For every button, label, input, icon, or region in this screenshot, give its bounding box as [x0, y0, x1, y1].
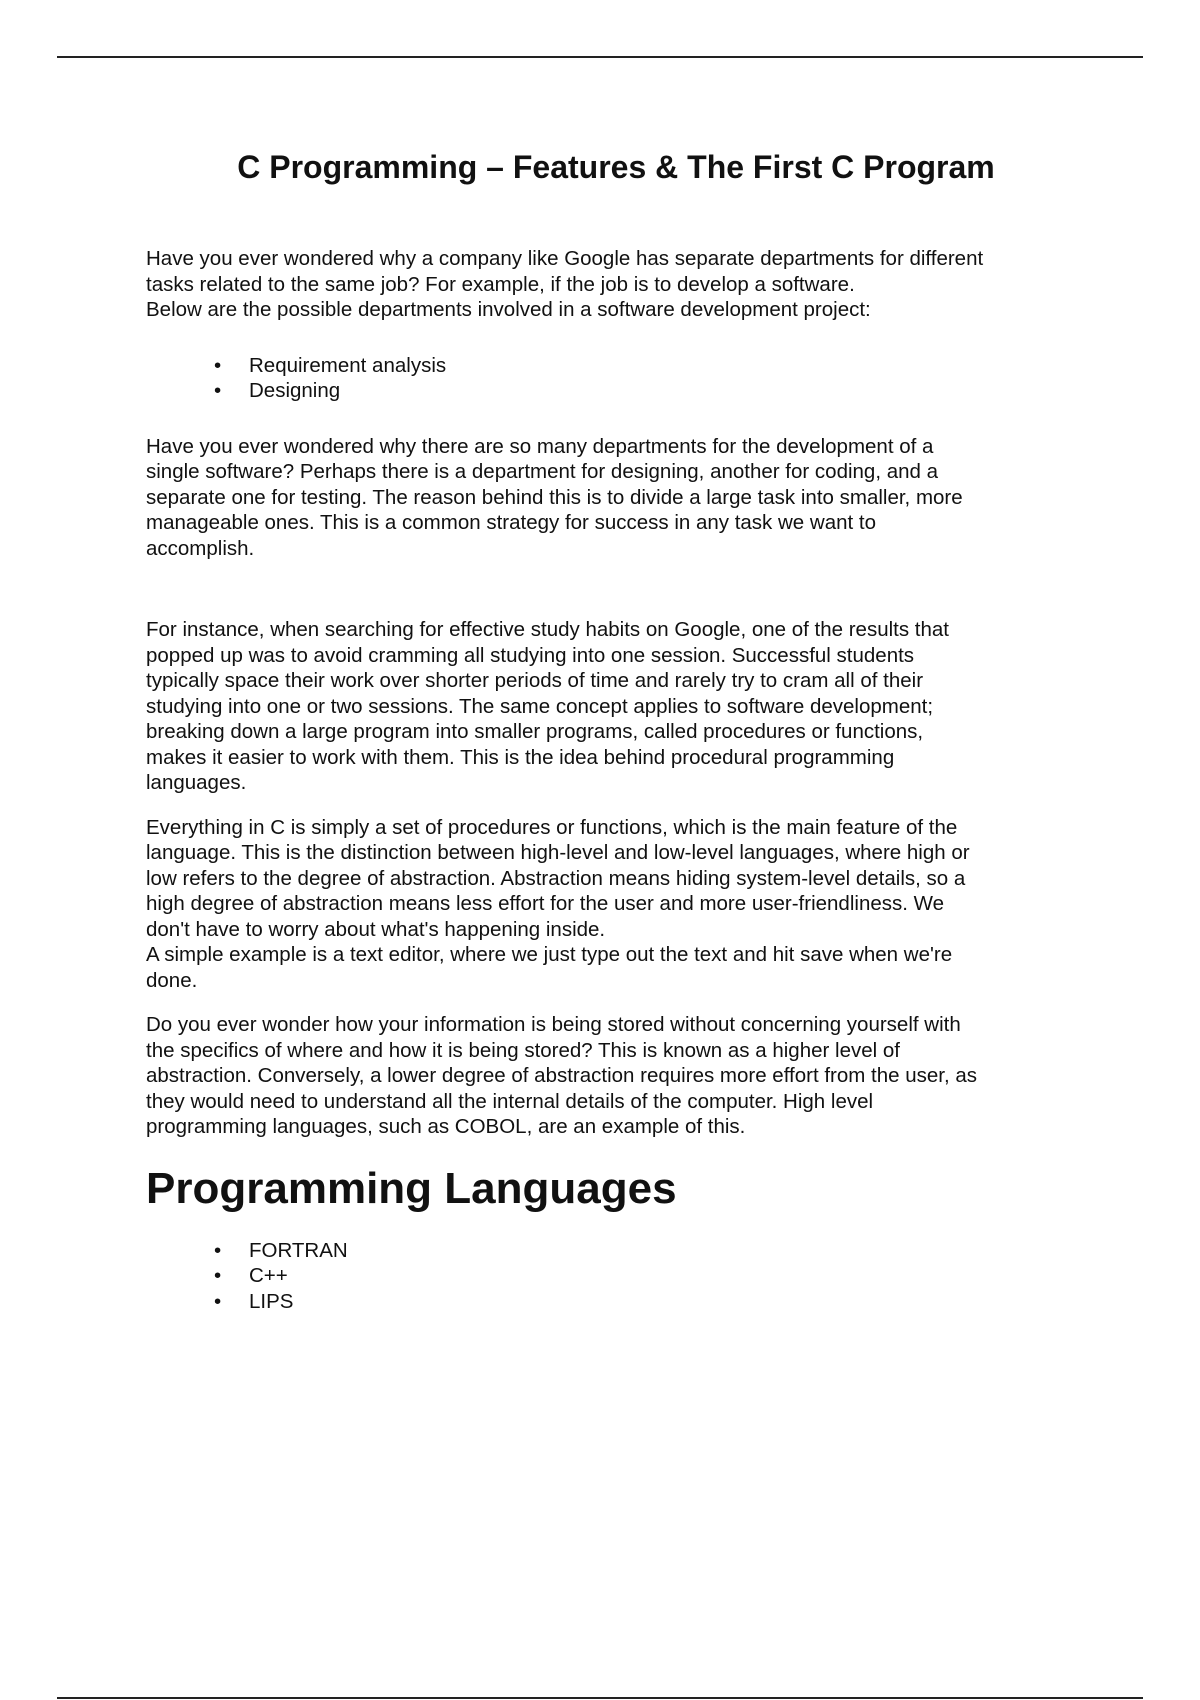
bullet-icon: • [214, 353, 222, 377]
text-line: popped up was to avoid cramming all studying into one session. Successful students [146, 643, 915, 667]
text-line: they would need to understand all the internal details of the computer. High level [146, 1089, 874, 1113]
text-line: manageable ones. This is a common strategy for success in any task we want to [146, 511, 877, 534]
bottom-rule [57, 1697, 1143, 1699]
bullet-icon: • [214, 1289, 222, 1313]
list-item [214, 1263, 1066, 1289]
text-line: tasks related to the same job? For example, if the job is to develop a software. [146, 272, 855, 296]
text-line: Have you ever wondered why a company like Google has separate departments for different [146, 247, 984, 270]
intro-paragraph [146, 246, 1066, 323]
text-line: accomplish. [146, 536, 255, 560]
text-line: low refers to the degree of abstraction. Abstraction means hiding system-level details, so a [146, 866, 966, 890]
text-line: languages. [146, 771, 247, 794]
text-line: Below are the possible departments involved in a software development project: [146, 298, 871, 321]
text-line: Do you ever wonder how your information is being stored without concerning yourself with [146, 1013, 961, 1036]
languages-list [146, 1238, 1066, 1315]
document-body [146, 142, 1066, 1314]
text-line: programming languages, such as COBOL, are an example of this. [146, 1115, 746, 1138]
text-line: For instance, when searching for effective study habits on Google, one of the results that [146, 618, 950, 641]
text-line: the specifics of where and how it is being stored? This is known as a higher level of [146, 1038, 900, 1062]
departments-paragraph [146, 434, 1066, 562]
text-line: single software? Perhaps there is a department for designing, another for coding, and a [146, 460, 939, 483]
departments-list [146, 353, 1066, 404]
section-heading: Programming Languages [146, 1163, 677, 1213]
bullet-icon: • [214, 1264, 222, 1287]
list-item [214, 1289, 1066, 1315]
text-line: done. [146, 968, 198, 992]
text-line: don't have to worry about what's happening inside. [146, 917, 606, 941]
text-line: typically space their work over shorter periods of time and rarely try to cram all of their [146, 669, 924, 692]
document-title: C Programming – Features & The First C Program [237, 149, 995, 185]
abstraction-paragraph [146, 815, 1066, 994]
storage-paragraph [146, 1012, 1066, 1140]
text-line: makes it easier to work with them. This is the idea behind procedural programming [146, 745, 895, 769]
study-habits-paragraph [146, 617, 1066, 796]
text-line: language. This is the distinction between high-level and low-level languages, where high or [146, 841, 970, 864]
list-item [214, 353, 1066, 379]
text-line: separate one for testing. The reason behind this is to divide a large task into smaller, more [146, 485, 963, 509]
text-line: breaking down a large program into smaller programs, called procedures or functions, [146, 720, 924, 743]
list-item-label: Requirement analysis [249, 353, 447, 377]
text-line: abstraction. Conversely, a lower degree of abstraction requires more effort from the user, as [146, 1064, 978, 1087]
bullet-icon: • [214, 379, 222, 402]
text-line: Everything in C is simply a set of procedures or functions, which is the main feature of the [146, 815, 958, 839]
text-line: A simple example is a text editor, where we just type out the text and hit save when we're [146, 943, 953, 966]
list-item [214, 378, 1066, 404]
list-item [214, 1238, 1066, 1264]
text-line: studying into one or two sessions. The same concept applies to software development; [146, 694, 934, 718]
bullet-icon: • [214, 1238, 222, 1262]
text-line: high degree of abstraction means less effort for the user and more user-friendliness. We [146, 892, 945, 915]
top-rule [57, 56, 1143, 58]
list-item-label: C++ [249, 1264, 288, 1287]
list-item-label: LIPS [249, 1289, 294, 1313]
list-item-label: Designing [249, 379, 341, 402]
list-item-label: FORTRAN [249, 1238, 348, 1262]
text-line: Have you ever wondered why there are so many departments for the development of a [146, 434, 934, 458]
